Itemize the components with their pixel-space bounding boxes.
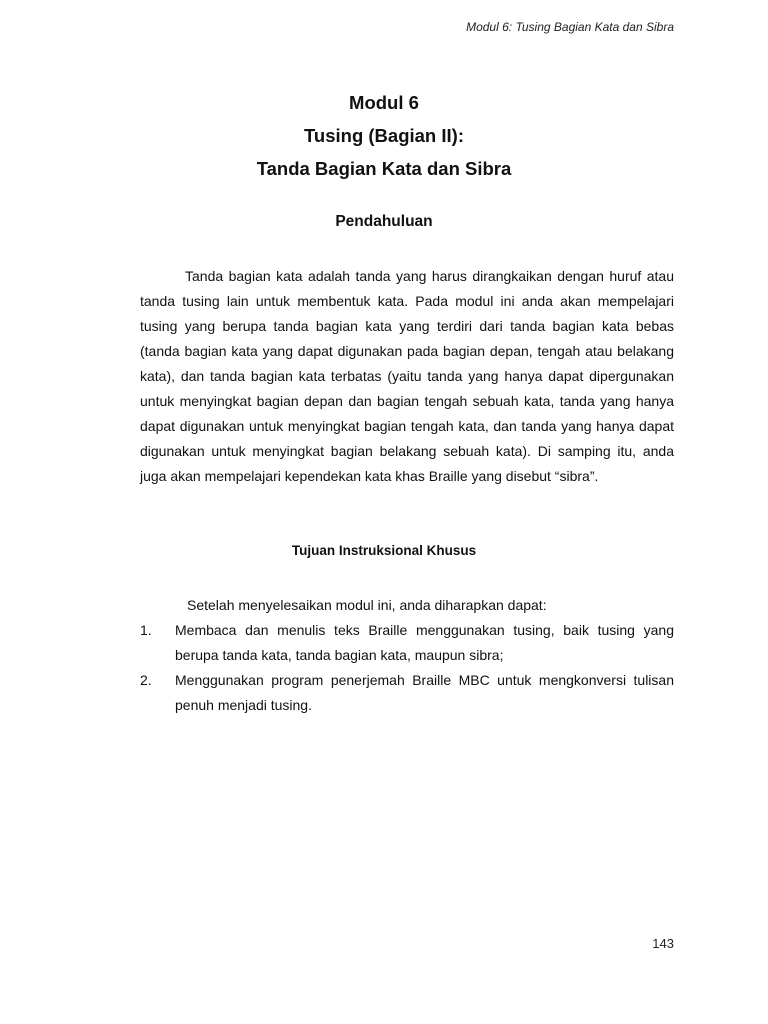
introduction-paragraph: Tanda bagian kata adalah tanda yang harus dirangkaikan dengan huruf atau tanda tusing lain untuk membentuk kata. Pada modul ini anda akan mempelajari tusing yang berupa tanda bagian kata yang terdiri dari tanda bagian kata bebas (tanda bagian kata yang dapat digunakan pada bagian depan, tengah atau belakang kata), dan tanda bagian kata terbatas (yaitu tanda yang hanya dapat dipergunakan untuk menyingkat bagian depan dan bagian tengah sebuah kata, tanda yang hanya dapat digunakan untuk menyingkat bagian tengah kata, dan tanda yang hanya dapat digunakan untuk menyingkat bagian belakang sebuah kata). Di samping itu, anda juga akan mempelajari kependekan kata khas Braille yang disebut “sibra”. [140,268,674,484]
objective-number: 1. [140,622,152,638]
introduction-heading: Pendahuluan [335,213,433,230]
objective-item [140,668,674,718]
objectives-lead-text: Setelah menyelesaikan modul ini, anda diharapkan dapat: [187,597,547,613]
objective-text: Menggunakan program penerjemah Braille MBC untuk mengkonversi tulisan penuh menjadi tusing. [175,672,674,713]
page-number: 143 [652,936,674,951]
objective-item [140,618,674,668]
title-block [0,86,768,185]
module-title-line-2: Tusing (Bagian II): [304,125,464,146]
running-header: Modul 6: Tusing Bagian Kata dan Sibra [466,20,674,34]
objectives-list [140,618,674,718]
module-number-title: Modul 6 [349,92,419,113]
objective-number: 2. [140,672,152,688]
objectives-heading: Tujuan Instruksional Khusus [291,543,477,558]
module-title-line-3: Tanda Bagian Kata dan Sibra [256,158,512,179]
objective-text: Membaca dan menulis teks Braille menggunakan tusing, baik tusing yang berupa tanda kata, tanda bagian kata, maupun sibra; [175,622,674,663]
